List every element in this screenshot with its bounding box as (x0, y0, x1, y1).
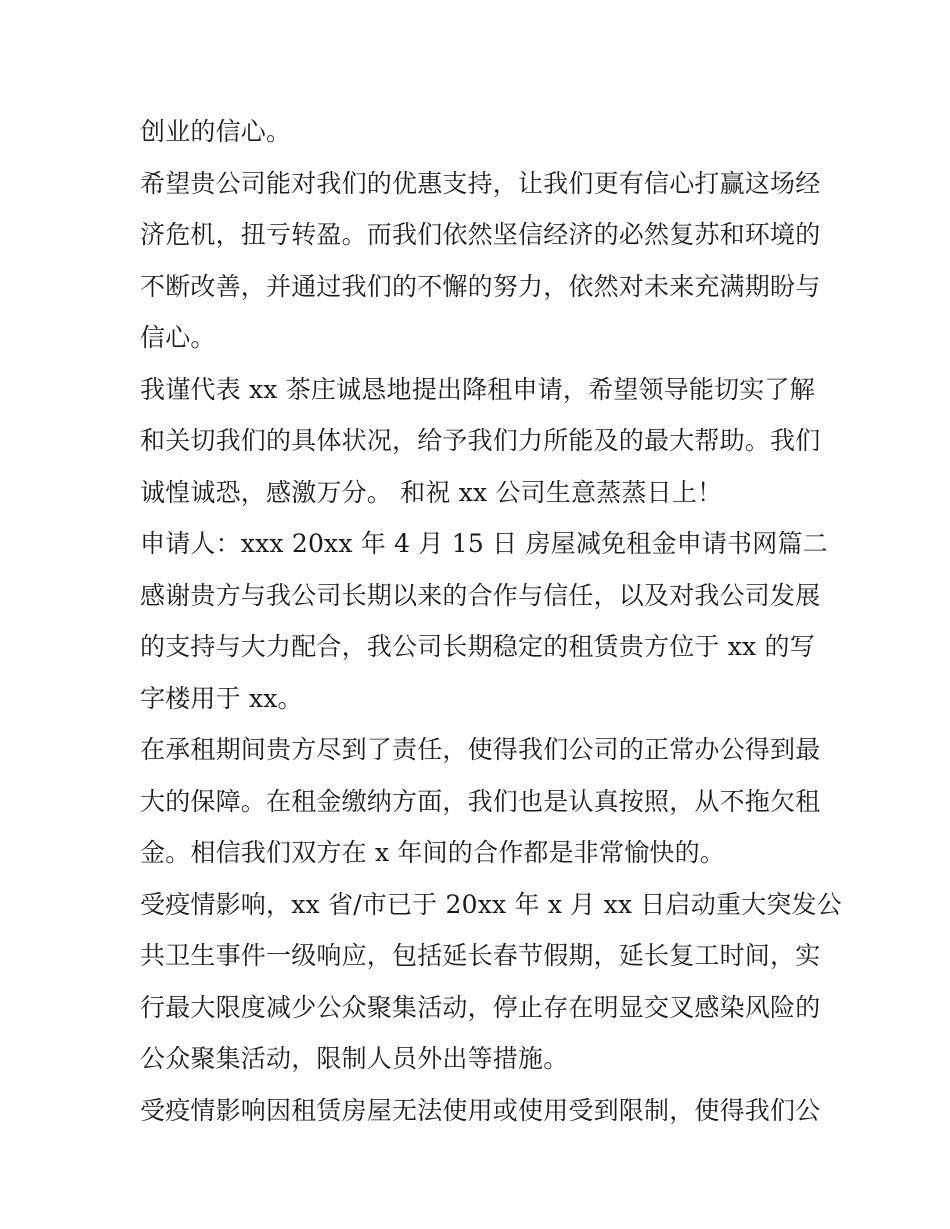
text-line: 希望贵公司能对我们的优惠支持，让我们更有信心打赢这场经 (140, 168, 821, 198)
text-line: 受疫情影响因租赁房屋无法使用或使用受到限制，使得我们公 (140, 1095, 821, 1125)
text-line: 字楼用于 xx。 (140, 683, 303, 713)
document-body (140, 106, 842, 1136)
text-line: 公众聚集活动，限制人员外出等措施。 (140, 1044, 569, 1073)
text-line: 济危机，扭亏转盈。而我们依然坚信经济的必然复苏和环境的 (140, 220, 821, 249)
text-line: 信心。 (140, 323, 216, 352)
text-line: 在承租期间贵方尽到了责任，使得我们公司的正常办公得到最 (140, 735, 821, 764)
text-line: 不断改善，并通过我们的不懈的努力，依然对未来充满期盼与 (140, 271, 821, 301)
text-line: 行最大限度减少公众聚集活动，停止存在明显交叉感染风险的 (140, 992, 821, 1022)
text-line: 我谨代表 xx 茶庄诚恳地提出降租申请，希望领导能切实了解 (140, 374, 815, 404)
text-line: 大的保障。在租金缴纳方面，我们也是认真按照，从不拖欠租 (140, 786, 821, 816)
text-line: 受疫情影响，xx 省/市已于 20xx 年 x 月 xx 日启动重大突发公 (140, 889, 842, 919)
text-line: 共卫生事件一级响应，包括延长春节假期，延长复工时间，实 (140, 941, 821, 970)
text-line: 诚惶诚恐，感激万分。 和祝 xx 公司生意蒸蒸日上！ (140, 477, 723, 507)
text-line: 的支持与大力配合，我公司长期稳定的租赁贵方位于 xx 的写 (140, 632, 815, 661)
text-line: 感谢贵方与我公司长期以来的合作与信任，以及对我公司发展 (140, 580, 821, 610)
text-line: 申请人：xxx 20xx 年 4 月 15 日 房屋减免租金申请书网篇二 (140, 529, 828, 558)
text-line: 金。相信我们双方在 x 年间的合作都是非常愉快的。 (140, 838, 725, 867)
text-line: 和关切我们的具体状况，给予我们力所能及的最大帮助。我们 (140, 426, 821, 455)
text-line: 创业的信心。 (140, 117, 292, 146)
